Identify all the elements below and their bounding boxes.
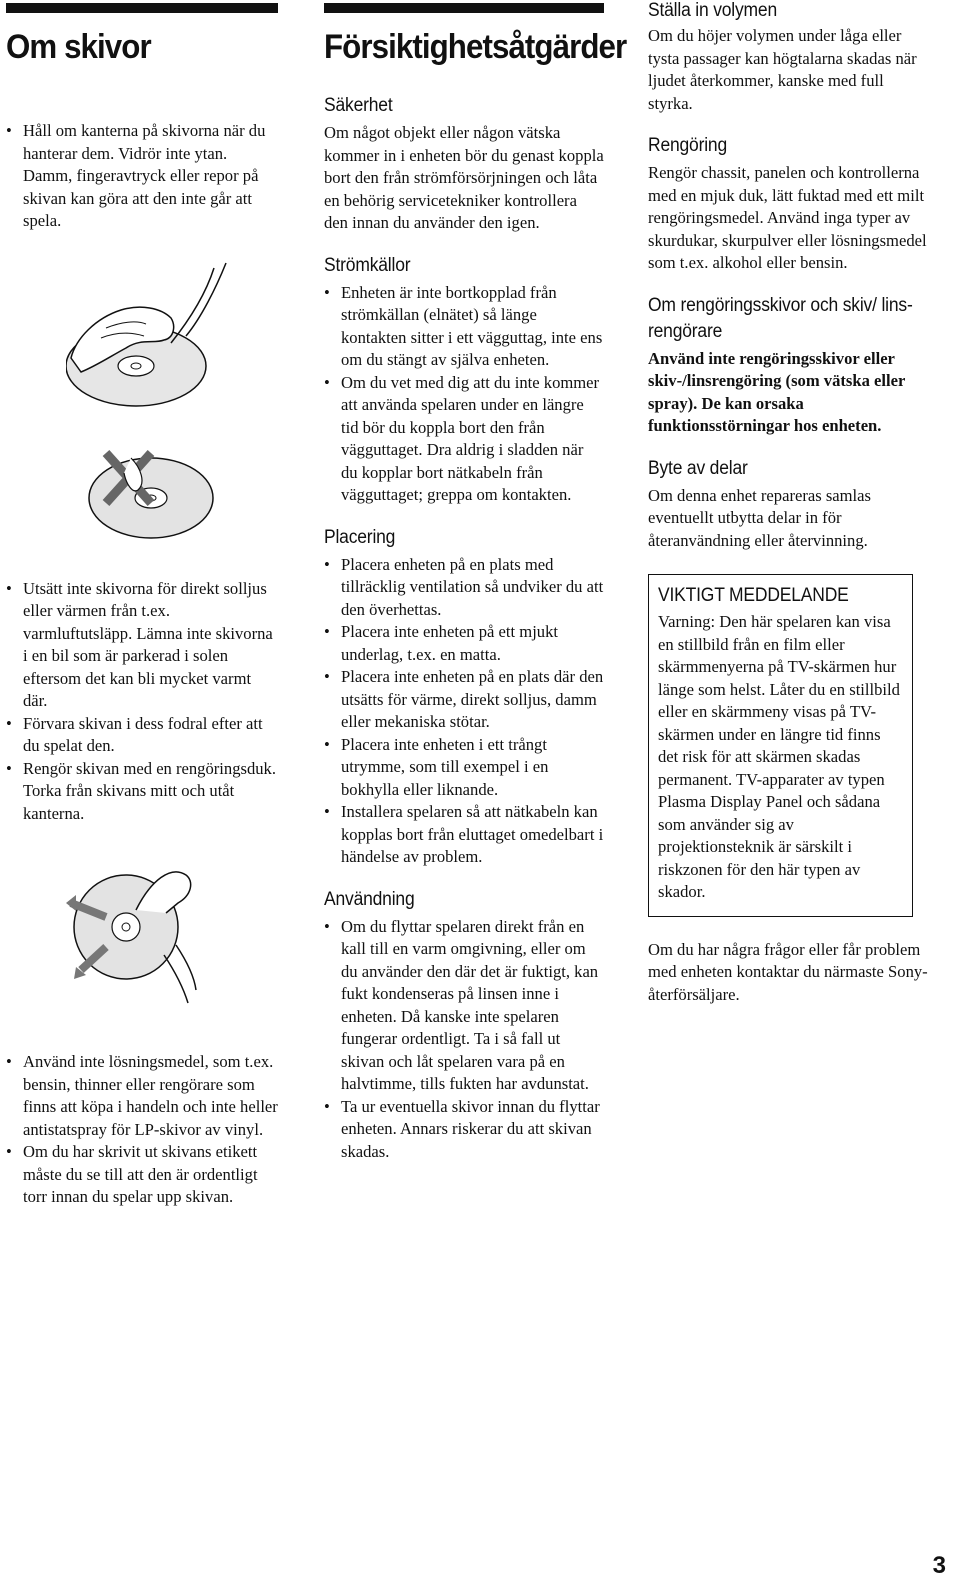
list-placering: [324, 554, 604, 869]
list-anvandning: [324, 916, 604, 1164]
list-item: • Använd inte lösningsmedel, som t.ex. bensin, thinner eller rengörare som finns att köpa i handeln och inte heller antistatspray för LP-skivor av vinyl.: [6, 1051, 278, 1141]
list-item: • Ta ur eventuella skivor innan du flyttar enheten. Annars riskerar du att skivan skadas.: [324, 1096, 604, 1164]
list-item: • Om du vet med dig att du inte kommer att använda spelaren under en längre tid bör du koppla bort den från vägguttaget. Dra aldrig i sladden när du kopplar bort nätkabeln från vägguttaget; greppa om kontakten.: [324, 372, 604, 507]
list-item: • Rengör skivan med en rengöringsduk. Torka från skivans mitt och utåt kanterna.: [6, 758, 278, 826]
list-item: • Utsätt inte skivorna för direkt solljus eller värmen från t.ex. varmluftutsläpp. Lämna inte skivorna i en bil som är parkerad i solen eftersom det kan bli mycket varmt där.: [6, 578, 278, 713]
disc-wrong-handling-illustration: [86, 438, 216, 548]
list-item: • Placera inte enheten på en plats där den utsätts för värme, direkt solljus, damm eller mekaniska stötar.: [324, 666, 604, 734]
disc-handling-illustration: [66, 248, 246, 418]
list-item: • Placera inte enheten på ett mjukt underlag, t.ex. en matta.: [324, 621, 604, 666]
disc-list-3: [6, 1051, 278, 1209]
heading-rengoring: Rengöring: [648, 135, 728, 156]
heading-stalla-in-volymen: Ställa in volymen: [648, 0, 778, 21]
list-item: • Förvara skivan i dess fodral efter att du spelat den.: [6, 713, 278, 758]
disc-list-2: [6, 578, 278, 826]
column-forsiktighetsatgarder: [324, 0, 627, 1163]
title-rule: [6, 3, 278, 13]
text-byte-av-delar: Om denna enhet repareras samlas eventuellt utbytta delar in för återanvändning eller återvinning.: [648, 485, 871, 550]
heading-byte-av-delar: Byte av delar: [648, 457, 748, 479]
notice-text: Varning: Den här spelaren kan visa en stillbild från en film eller skärmmenyerna på TV-skärmen hur länge som helst. Låter du en stillbild eller en skärmmeny visas på TV-skärmen under en längre tid finns det risk för att skärmen skadas permanent. TV-apparater av typen Plasma Display Panel och sådana som använder sig av projektionsteknik är särskilt i riskzonen för den här typen av skador.: [658, 612, 900, 901]
heading-anvandning: Användning: [324, 888, 415, 910]
list-item: • Håll om kanterna på skivorna när du hanterar dem. Vidrör inte ytan. Damm, fingeravtryck eller repor på skivan kan göra att den inte går att spela.: [6, 120, 278, 233]
list-item: • Om du har skrivit ut skivans etikett måste du se till att den är ordentligt torr innan du spelar upp skivan.: [6, 1141, 278, 1209]
text-rengoring: Rengör chassit, panelen och kontrollerna med en mjuk duk, lätt fuktad med ett milt rengöringsmedel. Använd inga typer av skurdukar, skurpulver eller lösningsmedel som t.ex. alkohol eller bensin.: [648, 163, 927, 272]
text-volymen: Om du höjer volymen under låga eller tysta passager kan högtalarna skadas när ljudet återkommer, kanske med full styrka.: [648, 26, 917, 113]
list-item: • Placera inte enheten i ett trångt utrymme, som till exempel i en bokhylla eller liknande.: [324, 734, 604, 802]
page-title-forsiktighetsatgarder: Försiktighetsåtgärder: [324, 28, 627, 66]
text-sakerhet: Om något objekt eller någon vätska kommer in i enheten bör du genast koppla bort den från strömförsörjningen och låta en behörig servicetekniker kontrollera den innan du använder den igen.: [324, 123, 604, 232]
heading-stromkallor: Strömkällor: [324, 254, 411, 276]
important-notice-box: [648, 574, 913, 917]
list-item: • Placera enheten på en plats med tillräcklig ventilation så undviker du att den överhettas.: [324, 554, 604, 622]
heading-placering: Placering: [324, 526, 396, 548]
heading-sakerhet: Säkerhet: [324, 95, 393, 116]
text-rengoringsskivor: Använd inte rengöringsskivor eller skiv-/linsrengöring (som vätska eller spray). De kan orsaka funktionsstörningar hos enheten.: [648, 348, 906, 435]
list-stromkallor: [324, 282, 604, 507]
page-number: 3: [932, 1552, 946, 1579]
disc-cleaning-illustration: [66, 855, 216, 1005]
page-title-om-skivor: Om skivor: [6, 28, 151, 66]
column-right: [648, 0, 930, 1006]
column-om-skivor: [6, 0, 282, 1209]
notice-heading: VIKTIGT MEDDELANDE: [658, 585, 849, 606]
list-item: • Enheten är inte bortkopplad från strömkällan (elnätet) så länge kontakten sitter i ett vägguttag, inte ens om du stängt av själva enheten.: [324, 282, 604, 372]
disc-list-1: [6, 120, 278, 233]
heading-rengoringsskivor: Om rengöringsskivor och skiv/ lins-rengörare: [648, 294, 913, 342]
closing-text: Om du har några frågor eller får problem med enheten kontaktar du närmaste Sony-återförsäljare.: [648, 939, 928, 1004]
list-item: • Installera spelaren så att nätkabeln kan kopplas bort från eluttaget omedelbart i händelse av problem.: [324, 801, 604, 869]
title-rule: [324, 3, 604, 13]
list-item: • Om du flyttar spelaren direkt från en kall till en varm omgivning, eller om du använder den där det är fuktigt, kan fukt kondenseras på linsen inne i enheten. Då kanske inte spelaren fungerar ordentligt. Ta i så fall ut skivan och låt spelaren vara på en halvtimme, tills fukten har avdunstat.: [324, 916, 604, 1096]
